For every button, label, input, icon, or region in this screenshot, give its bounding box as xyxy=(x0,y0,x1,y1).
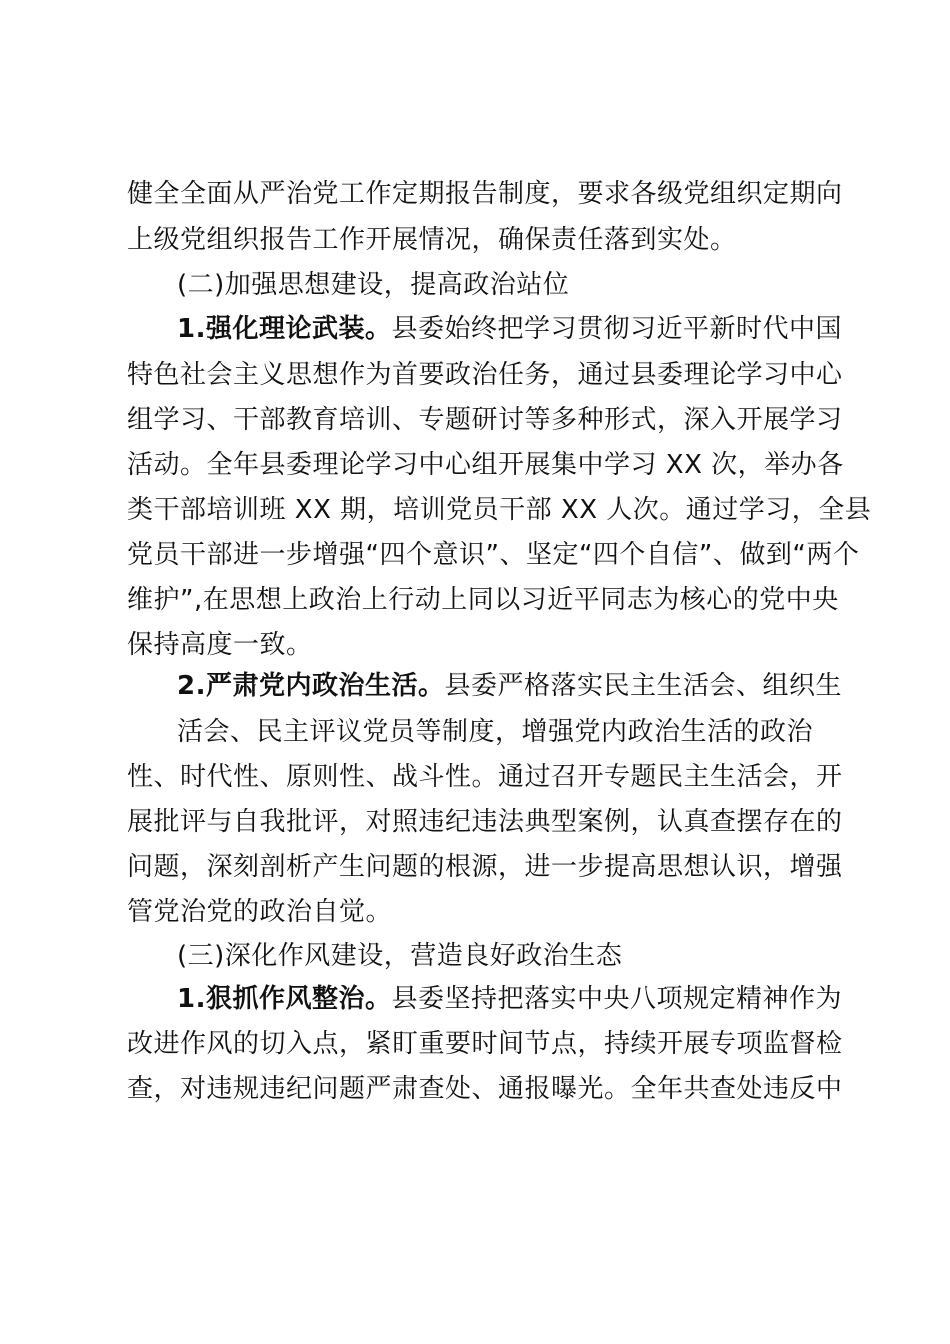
paragraph-line: 展批评与自我批评，对照违纪违法典型案例，认真查摆存在的 xyxy=(127,807,843,837)
paragraph-line: 改进作风的切入点，紧盯重要时间节点，持续开展专项监督检 xyxy=(127,1029,843,1059)
paragraph-line xyxy=(177,663,842,709)
paragraph-line: 保持高度一致。 xyxy=(127,630,313,660)
paragraph-line xyxy=(177,976,842,1022)
paragraph-line: 类干部培训班 XX 期，培训党员干部 XX 人次。通过学习，全县 xyxy=(127,495,872,525)
paragraph-line: 性、时代性、原则性、战斗性。通过召开专题民主生活会，开 xyxy=(127,762,843,792)
paragraph-line: 查，对违规违纪问题严肃查处、通报曝光。全年共查处违反中 xyxy=(127,1074,843,1104)
paragraph-line: 组学习、干部教育培训、专题研讨等多种形式，深入开展学习 xyxy=(127,405,843,435)
paragraph-line xyxy=(177,306,842,352)
section-heading: (二)加强思想建设，提高政治站位 xyxy=(177,270,570,300)
paragraph-line: 问题，深刻剖析产生问题的根源，进一步提高思想认识，增强 xyxy=(127,852,843,882)
paragraph-line: 活动。全年县委理论学习中心组开展集中学习 XX 次，举办各 xyxy=(127,450,844,480)
paragraph-line: 上级党组织报告工作开展情况，确保责任落到实处。 xyxy=(127,225,737,255)
paragraph-line: 健全全面从严治党工作定期报告制度，要求各级党组织定期向 xyxy=(127,179,843,209)
paragraph-line: 活会、民主评议党员等制度，增强党内政治生活的政治 xyxy=(177,717,814,747)
paragraph-line: 维护”,在思想上政治上行动上同以习近平同志为核心的党中央 xyxy=(127,585,839,615)
item-heading: 2.严肃党内政治生活。 xyxy=(177,671,445,701)
paragraph-line: 特色社会主义思想作为首要政治任务，通过县委理论学习中心 xyxy=(127,360,843,390)
item-heading: 1.强化理论武装。 xyxy=(177,314,392,344)
paragraph-text: 县委始终把学习贯彻习近平新时代中国 xyxy=(391,314,842,344)
paragraph-text: 县委坚持把落实中央八项规定精神作为 xyxy=(391,984,842,1014)
section-heading: (三)深化作风建设，营造良好政治生态 xyxy=(177,941,623,971)
paragraph-line: 管党治党的政治自觉。 xyxy=(127,897,393,927)
paragraph-line: 党员干部进一步增强“四个意识”、坚定“四个自信”、做到“两个 xyxy=(127,540,860,570)
paragraph-text: 县委严格落实民主生活会、组织生 xyxy=(444,671,842,701)
item-heading: 1.狠抓作风整治。 xyxy=(177,984,392,1014)
